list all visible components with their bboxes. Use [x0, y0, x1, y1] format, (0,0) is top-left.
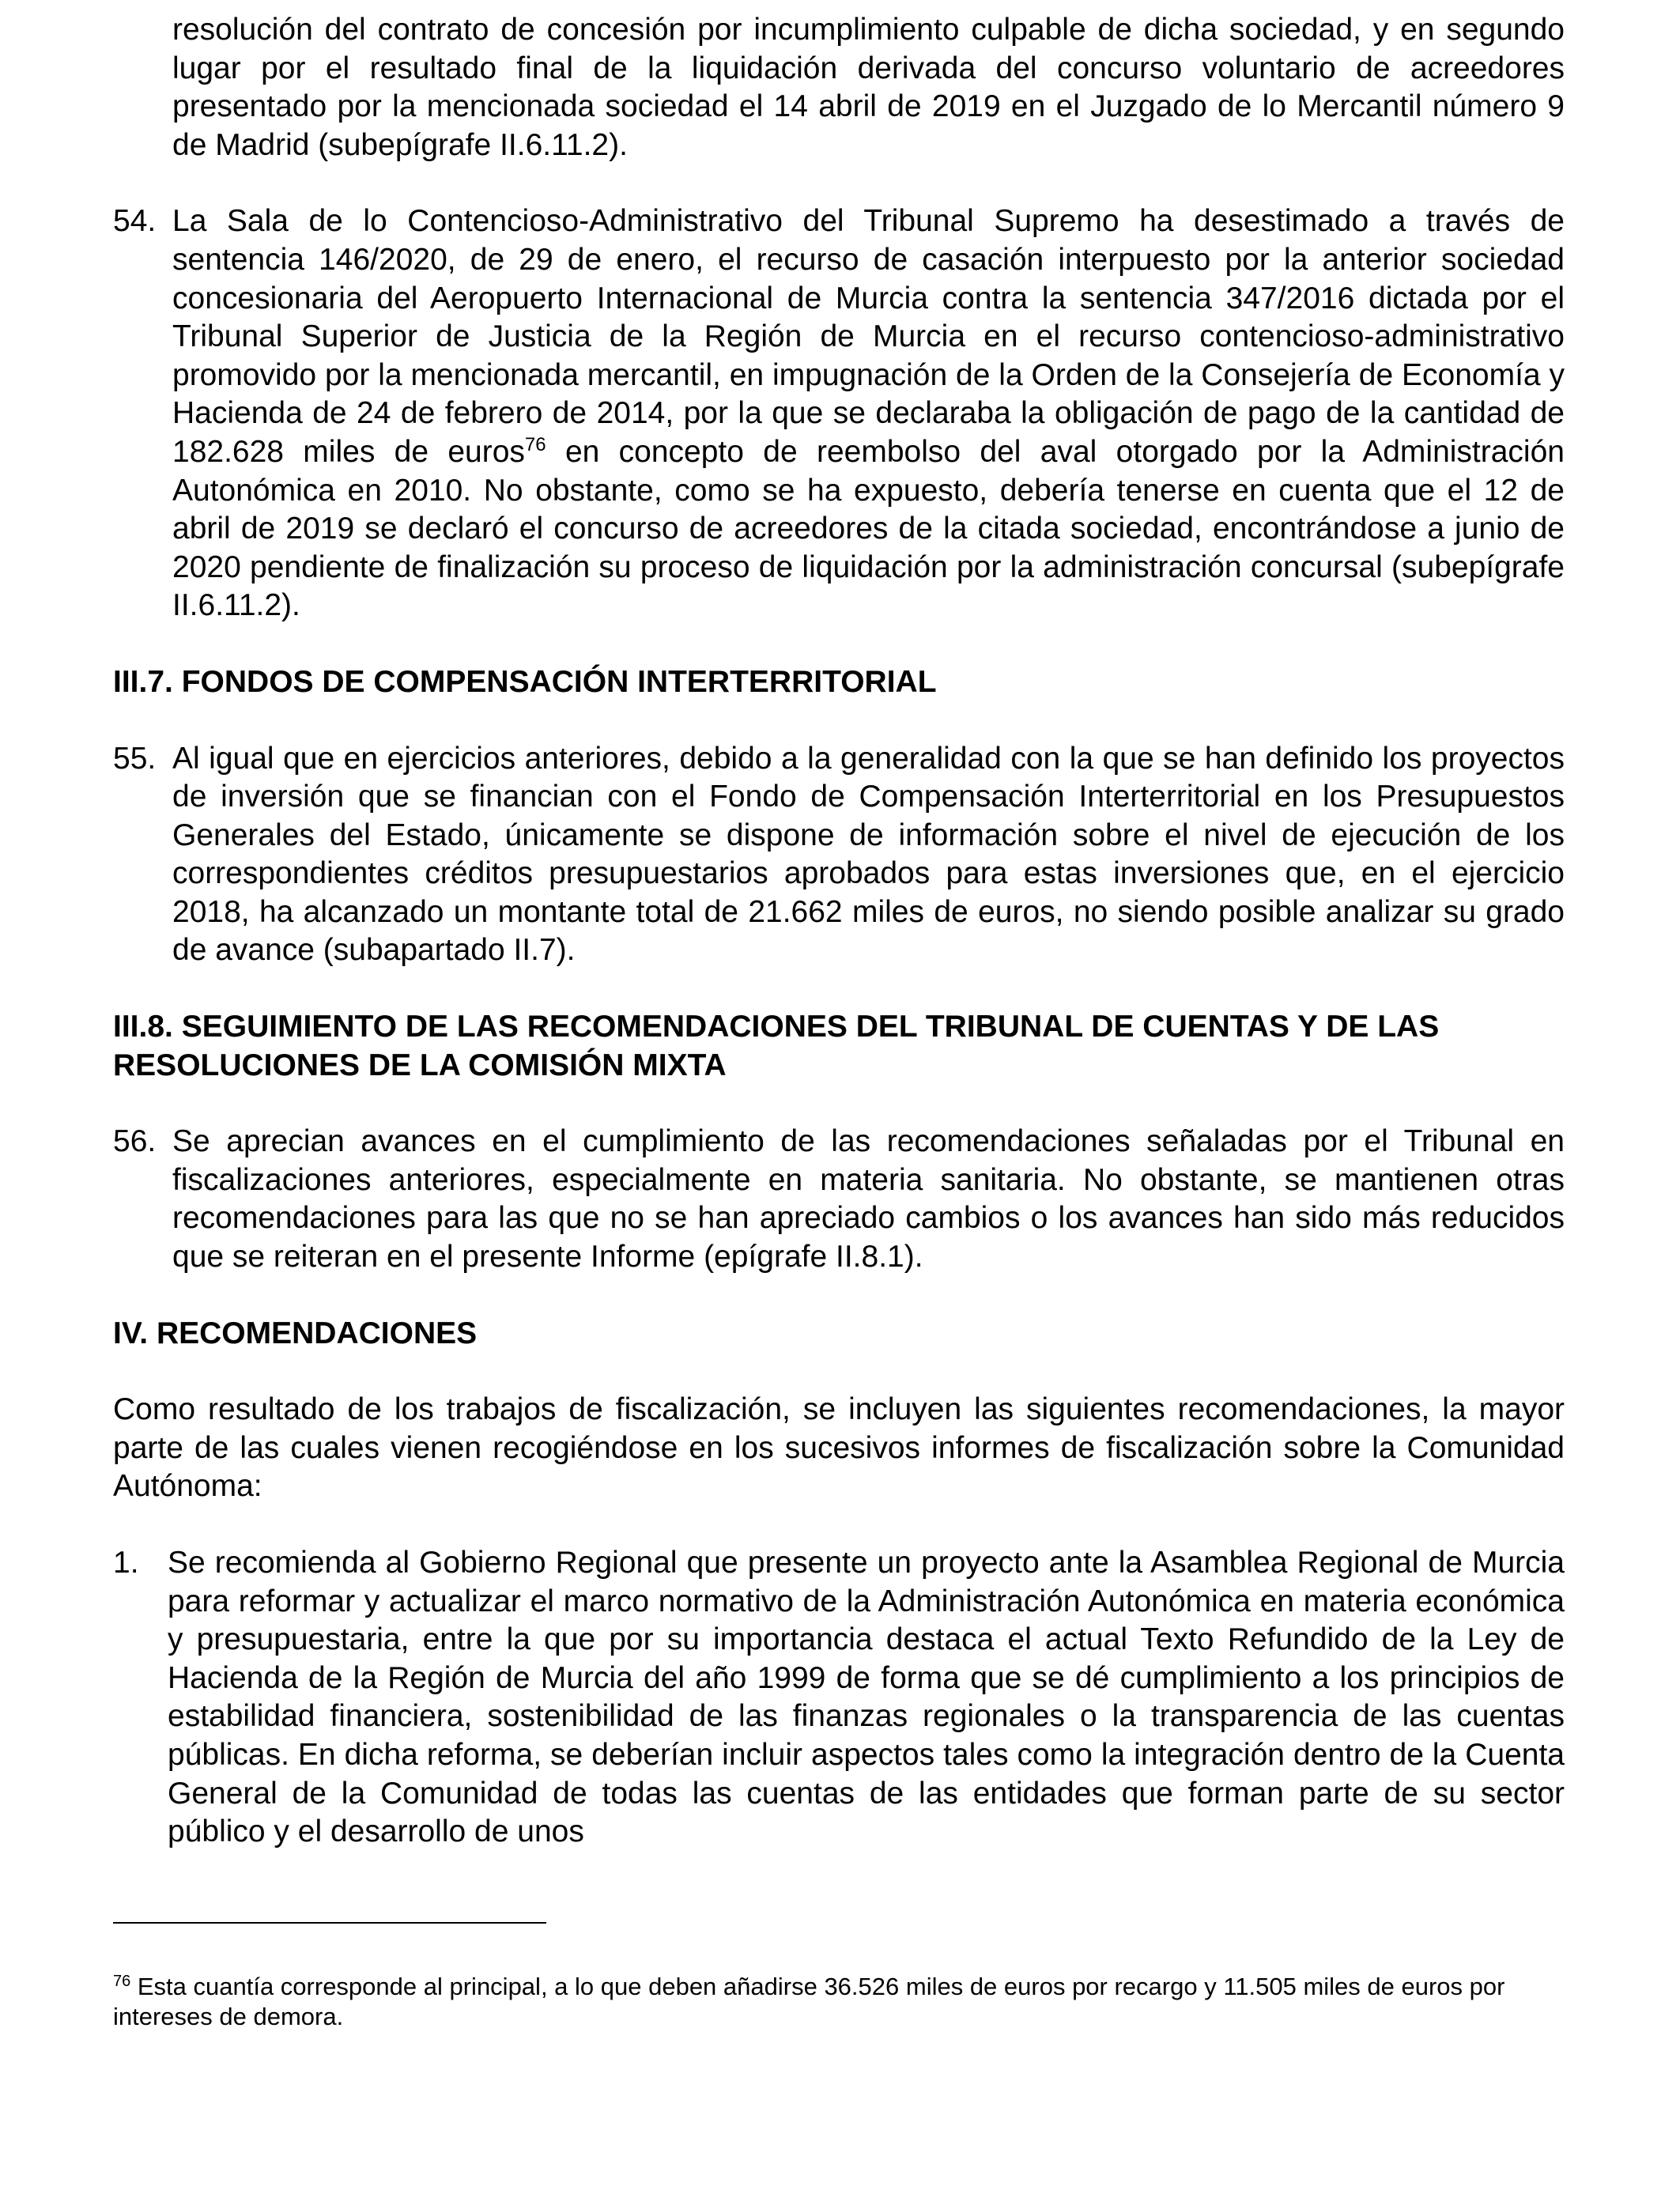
document-page — [113, 11, 1565, 1852]
paragraph-text-part: La Sala de lo Contencioso-Administrativo del Tribunal Supremo ha desestimado a través de sentencia 146/2020, de 29 de enero, el recurso de casación interpuesto por la anterior sociedad concesionaria del Aeropuerto Internacional de Murcia contra la sentencia 347/2016 dictada por el Tribunal Superior de Justicia de la Región de Murcia en el recurso contencioso-administrativo promovido por la mencionada mercantil, en impugnación de la Orden de la Consejería de Economía y Hacienda de 24 de febrero de 2014, por la que se declaraba la obligación de pago de la cantidad de 182.628 miles de euros — [172, 204, 1565, 469]
paragraph-text: Al igual que en ejercicios anteriores, debido a la generalidad con la que se han definido los proyectos de inversión que se financian con el Fondo de Compensación Interterritorial en los Presupuestos Generales del Estado, únicamente se dispone de información sobre el nivel de ejecución de los correspondientes créditos presupuestarios aprobados para estas inversiones que, en el ejercicio 2018, ha alcanzado un montante total de 21.662 miles de euros, no siendo posible analizar su grado de avance (subapartado II.7). — [172, 741, 1565, 968]
recommendation-text: Se recomienda al Gobierno Regional que presente un proyecto ante la Asamblea Regional de Murcia para reformar y actualizar el marco normativo de la Administración Autonómica en materia económica y presupuestaria, entre la que por su importancia destaca el actual Texto Refundido de la Ley de Hacienda de la Región de Murcia del año 1999 de forma que se dé cumplimiento a los principios de estabilidad financiera, sostenibilidad de las finanzas regionales o la transparencia de las cuentas públicas. En dicha reforma, se deberían incluir aspectos tales como la integración dentro de la Cuenta General de la Comunidad de todas las cuentas de las entidades que forman parte de su sector público y el desarrollo de unos — [168, 1546, 1565, 1849]
footnote-text: Esta cuantía corresponde al principal, a lo que deben añadirse 36.526 miles de euros por recargo y 11.505 miles de euros por intereses de demora. — [113, 1973, 1505, 2030]
footnote-reference: 76 — [524, 433, 546, 455]
footnote-separator — [113, 1922, 546, 1924]
paragraph-56 — [113, 1123, 1565, 1276]
footnote-76 — [113, 1972, 1565, 2032]
paragraph-text — [172, 202, 1565, 625]
section-heading-iii7: III.7. FONDOS DE COMPENSACIÓN INTERTERRITORIAL — [113, 664, 937, 699]
paragraph-text: Se aprecian avances en el cumplimiento de las recomendaciones señaladas por el Tribunal en fiscalizaciones anteriores, especialmente en materia sanitaria. No obstante, se mantienen otras recomendaciones para las que no se han apreciado cambios o los avances han sido más reducidos que se reiteran en el presente Informe (epígrafe II.8.1). — [172, 1124, 1565, 1274]
paragraph-number: 56. — [113, 1124, 157, 1159]
continuation-paragraph: resolución del contrato de concesión por incumplimiento culpable de dicha sociedad, y en segundo lugar por el resultado final de la liquidación derivada del concurso voluntario de acreedores presentado por la mencionada sociedad el 14 abril de 2019 en el Juzgado de lo Mercantil número 9 de Madrid (subepígrafe II.6.11.2). — [172, 13, 1565, 162]
paragraph-55 — [113, 740, 1565, 971]
paragraph-54 — [113, 202, 1565, 625]
paragraph-number: 54. — [113, 204, 157, 239]
section-heading-iv: IV. RECOMENDACIONES — [113, 1316, 478, 1350]
footnote-number: 76 — [113, 1973, 131, 1990]
recommendation-number: 1. — [113, 1546, 139, 1580]
paragraph-text-part: en concepto de reembolso del aval otorgado por la Administración Autonómica en 2010. No obstante, como se ha expuesto, debería tenerse en cuenta que el 12 de abril de 2019 se declaró el concurso de acreedores de la citada sociedad, encontrándose a junio de 2020 pendiente de finalización su proceso de liquidación por la administración concursal (subepígrafe II.6.11.2). — [172, 434, 1565, 623]
paragraph-number: 55. — [113, 741, 157, 776]
section-heading-iii8: III.8. SEGUIMIENTO DE LAS RECOMENDACIONES DEL TRIBUNAL DE CUENTAS Y DE LAS RESOLUCIONES DE LA COMISIÓN MIXTA — [113, 1010, 1440, 1082]
recommendations-intro: Como resultado de los trabajos de fiscalización, se incluyen las siguientes recomendaciones, la mayor parte de las cuales vienen recogiéndose en los sucesivos informes de fiscalización sobre la Comunidad Autónoma: — [113, 1392, 1565, 1504]
recommendation-1 — [113, 1544, 1565, 1852]
